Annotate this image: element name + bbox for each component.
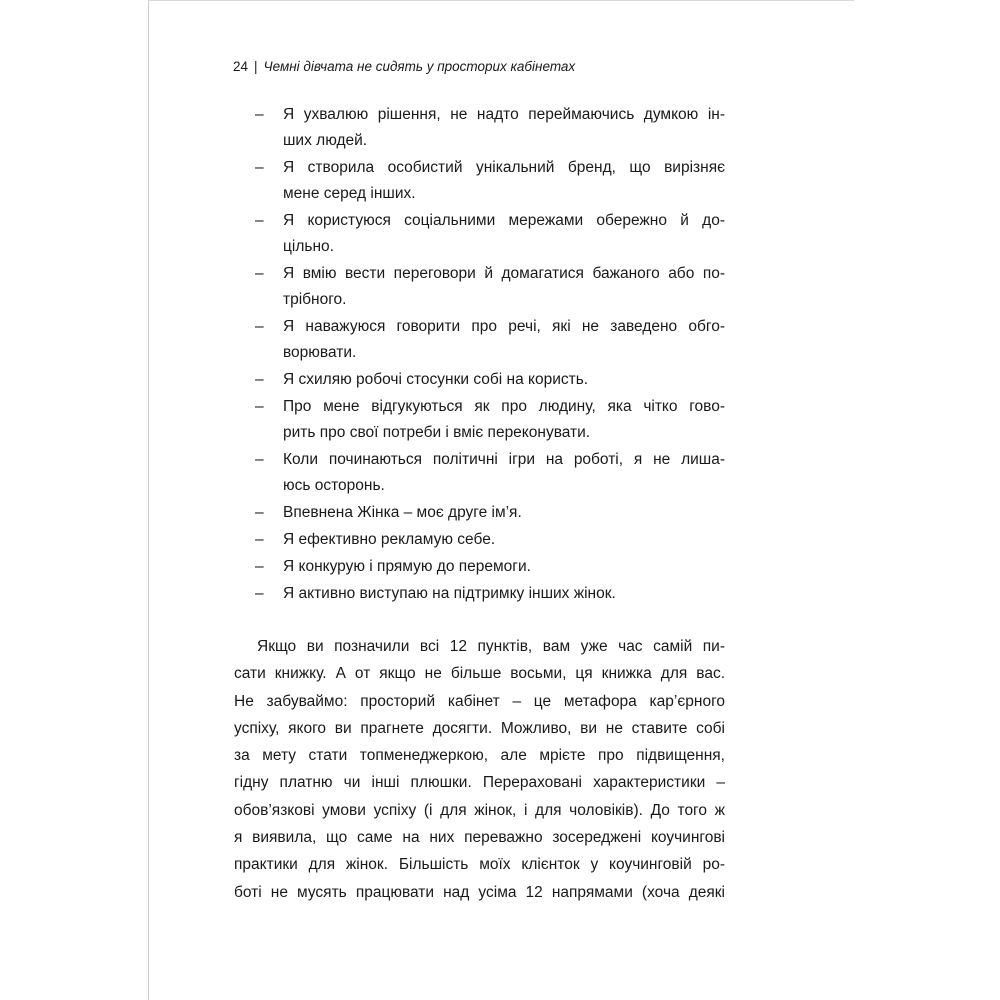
- body-paragraph: [234, 633, 725, 906]
- list-item: [255, 367, 725, 393]
- list-item-text: Я активно виступаю на підтримку інших жінок.: [283, 585, 616, 602]
- paragraph-line: сати книжку. А от якщо не більше восьми, ця книжка для вас.: [234, 665, 725, 683]
- list-dash: –: [255, 451, 264, 468]
- list-item-text: Я вмію вести переговори й домагатися бажаного або по-: [283, 265, 725, 282]
- list-dash: –: [255, 585, 264, 602]
- list-dash: –: [255, 531, 264, 548]
- paragraph-line: Не забуваймо: просторий кабінет – це метафора кар’єрного: [234, 692, 725, 710]
- list-item: [255, 447, 725, 499]
- list-item-text: Я створила особистий унікальний бренд, що вирізняє: [283, 159, 725, 176]
- list-item-text: Про мене відгукуються як про людину, яка чітко гово-: [283, 398, 725, 415]
- list-item-text: мене серед інших.: [283, 185, 416, 202]
- list-dash: –: [255, 504, 264, 521]
- list-dash: –: [255, 265, 264, 282]
- running-header: [233, 59, 575, 74]
- list-item: [255, 314, 725, 366]
- list-item: [255, 500, 725, 526]
- list-item: [255, 527, 725, 553]
- list-dash: –: [255, 371, 264, 388]
- list-item: [255, 102, 725, 154]
- header-separator: |: [254, 59, 258, 74]
- paragraph-line: обов’язкові умови успіху (і для жінок, і для чоловіків). До того ж: [234, 801, 725, 819]
- paragraph-line: успіху, якого ви прагнете досягти. Можливо, ви не ставите собі: [234, 719, 725, 737]
- list-dash: –: [255, 398, 264, 415]
- list-item-text: Я схиляю робочі стосунки собі на користь.: [283, 371, 589, 388]
- list-item-text: ворювати.: [283, 344, 357, 361]
- list-item-text: Я наважуюся говорити про речі, які не заведено обго-: [283, 318, 725, 335]
- list-item-text: юсь осторонь.: [283, 477, 385, 494]
- paragraph-line: я виявила, що саме на них переважно зосереджені коучингові: [234, 829, 725, 847]
- list-item: [255, 554, 725, 580]
- list-item-text: Я ухвалюю рішення, не надто переймаючись думкою ін-: [283, 106, 725, 123]
- list-dash: –: [255, 318, 264, 335]
- paragraph-line: Якщо ви позначили всі 12 пунктів, вам уже час самій пи-: [257, 638, 725, 655]
- list-dash: –: [255, 106, 264, 123]
- paragraph-line: боті не мусять працювати над усіма 12 напрямами (хоча деякі: [234, 883, 725, 901]
- list-dash: –: [255, 159, 264, 176]
- paragraph-line: за мету стати топменеджеркою, але мрієте про підвищення,: [234, 747, 725, 765]
- list-dash: –: [255, 212, 264, 229]
- list-item: [255, 155, 725, 207]
- list-item: [255, 261, 725, 313]
- list-item-text: рить про свої потреби і вміє переконувати.: [283, 424, 591, 441]
- list-item-text: цільно.: [283, 238, 334, 255]
- paragraph-line: практики для жінок. Більшість моїх клієнток у коучинговій ро-: [234, 856, 725, 874]
- list-dash: –: [255, 558, 264, 575]
- list-item-text: ших людей.: [283, 132, 368, 149]
- list-item: [255, 581, 725, 607]
- list-item-text: Впевнена Жінка – моє друге ім’я.: [283, 504, 522, 521]
- list-item-text: трібного.: [283, 291, 347, 308]
- book-title: Чемні дівчата не сидять у просторих кабінетах: [263, 59, 576, 74]
- page-number: 24: [233, 59, 249, 74]
- list-item-text: Я конкурую і прямую до перемоги.: [283, 558, 531, 575]
- list-item-text: Я ефективно рекламую себе.: [283, 531, 496, 548]
- paragraph-line: гідну платню чи інші плюшки. Перераховані характеристики –: [234, 774, 725, 792]
- checklist: [255, 102, 725, 608]
- list-item: [255, 394, 725, 446]
- list-item-text: Я користуюся соціальними мережами обережно й до-: [283, 212, 725, 229]
- list-item-text: Коли починаються політичні ігри на роботі, я не лиша-: [283, 451, 725, 468]
- list-item: [255, 208, 725, 260]
